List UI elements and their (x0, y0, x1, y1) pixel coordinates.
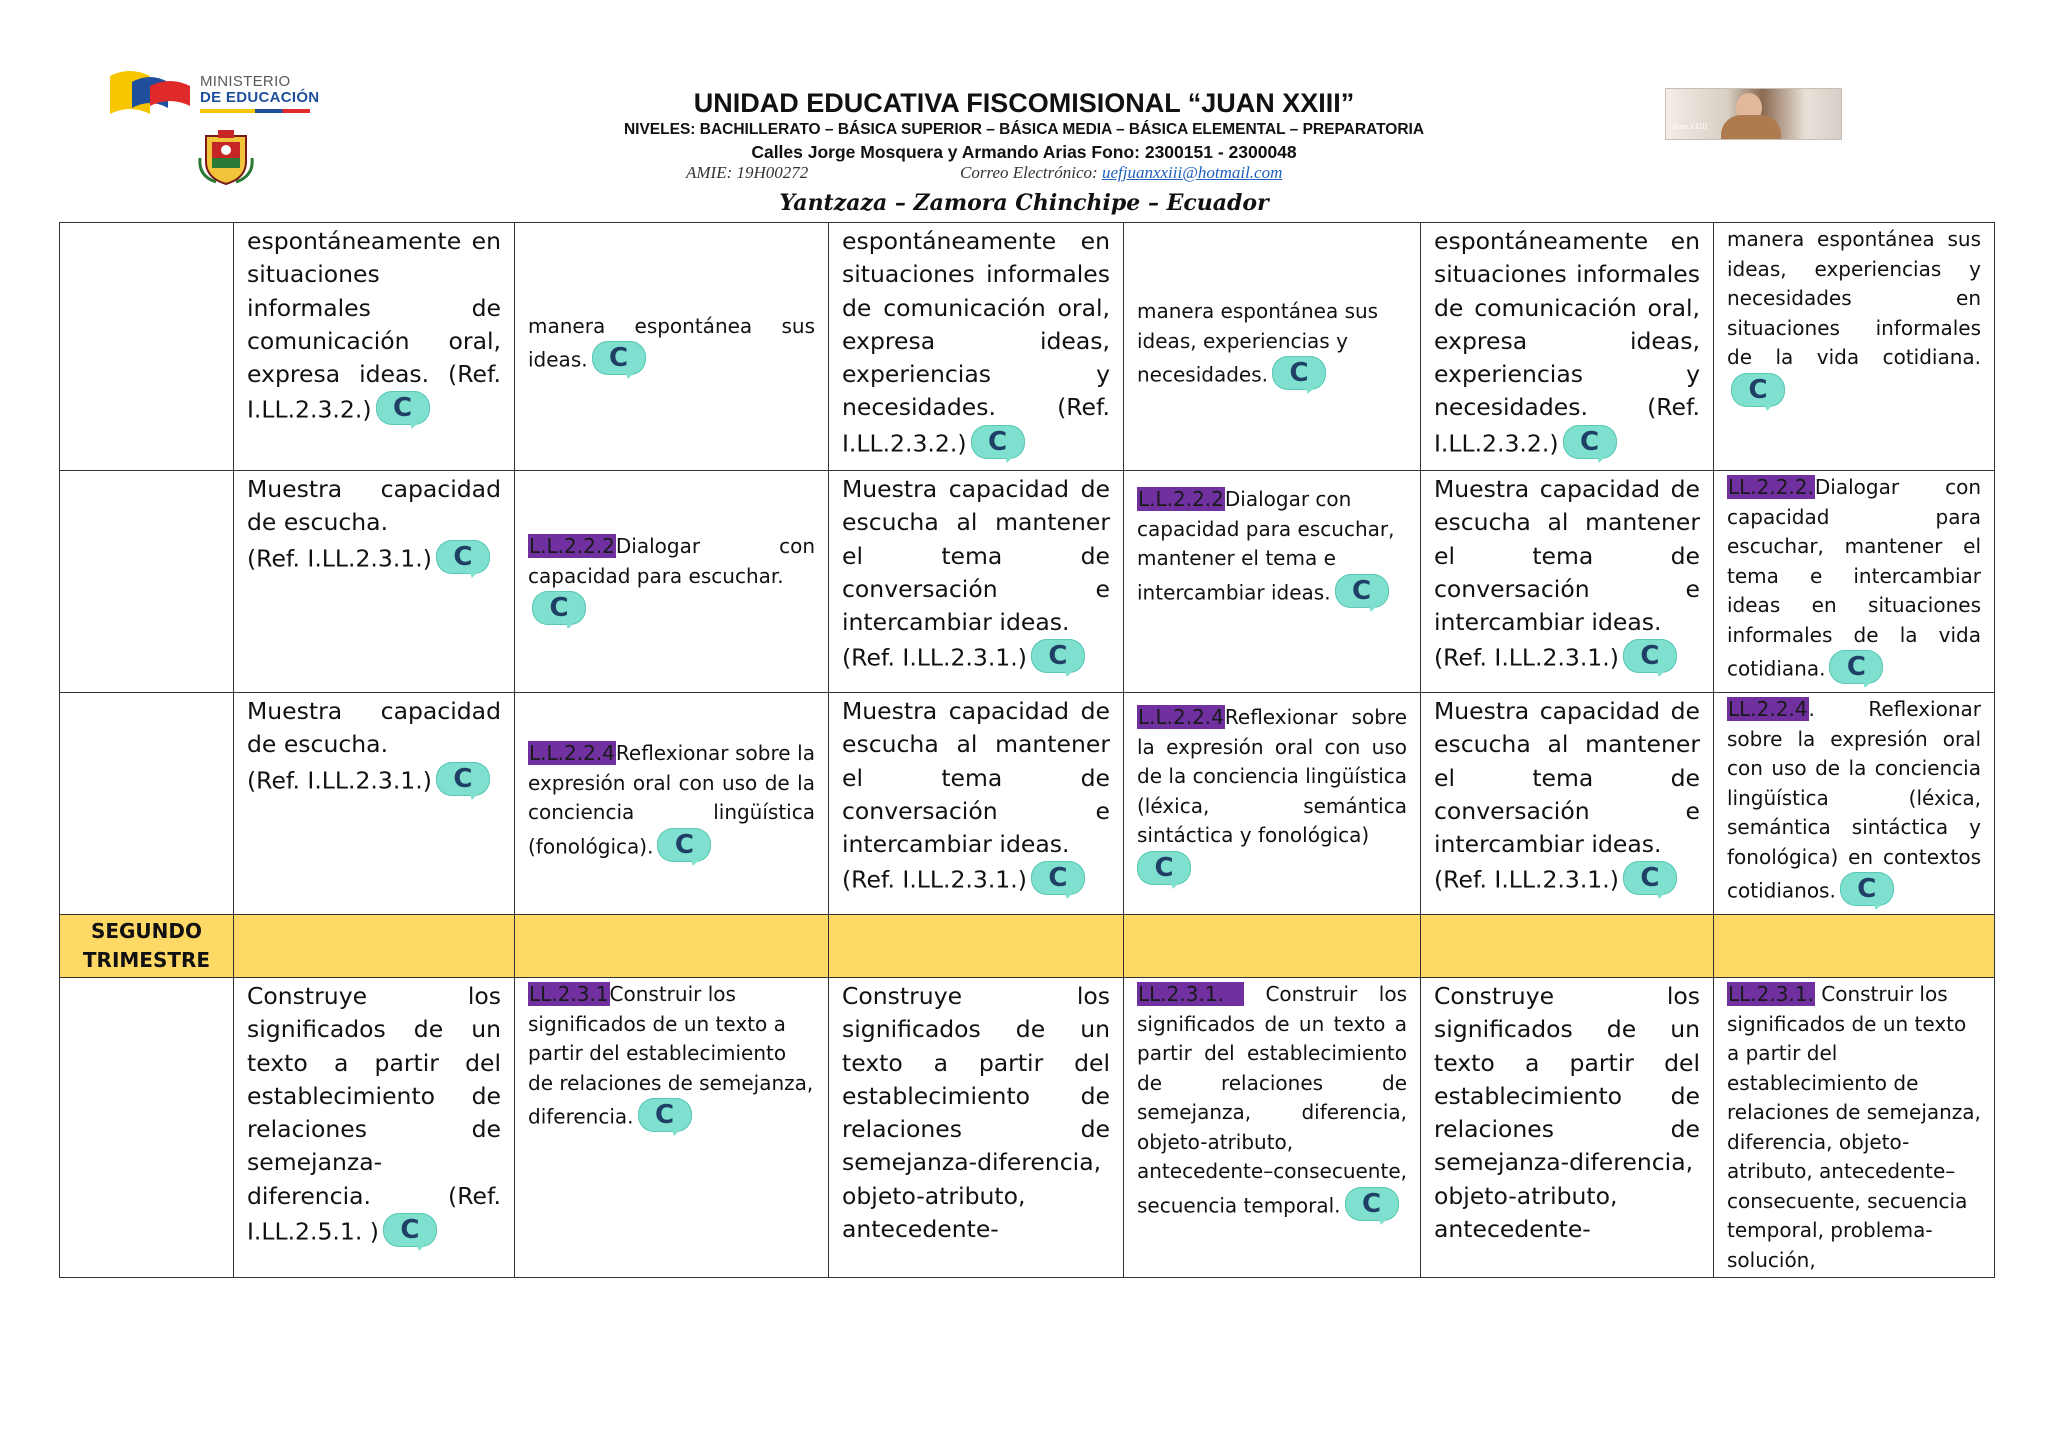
email-link[interactable]: uefjuanxxiii@hotmail.com (1101, 163, 1283, 182)
c-speech-bubble-icon: C (383, 1213, 437, 1253)
cell-text: Muestra capacidad de escucha al mantener el tema de conversación e intercambiar ideas. (1434, 697, 1700, 859)
table-cell (1124, 471, 1421, 693)
table-cell (829, 223, 1124, 471)
cell-text: Dialogar con capacidad para escuchar. (528, 534, 815, 588)
table-cell (60, 693, 234, 915)
table-row (60, 693, 1995, 915)
reference-text: (Ref. I.LL.2.3.1.) (247, 544, 432, 573)
c-speech-bubble-icon: C (1272, 356, 1326, 396)
table-cell (60, 978, 234, 1278)
table-cell (60, 471, 234, 693)
c-speech-bubble-icon: C (1623, 861, 1677, 901)
c-speech-bubble-icon: C (436, 762, 490, 802)
table-row (60, 471, 1995, 693)
c-speech-bubble-icon: C (1731, 373, 1785, 413)
table-cell (60, 223, 234, 471)
table-cell (234, 978, 515, 1278)
table-row (60, 978, 1995, 1278)
table-cell (234, 223, 515, 471)
cell-text: Muestra capacidad de escucha. (247, 697, 501, 759)
table-cell (1421, 978, 1714, 1278)
reference-text: (Ref. I.LL.2.3.1.) (842, 865, 1027, 894)
table-cell (515, 471, 829, 693)
ministry-name: MINISTERIO DE EDUCACIÓN (200, 74, 319, 113)
reference-text: (Ref. I.LL.2.3.1.) (842, 643, 1027, 672)
skill-code-badge: L.L.2.2.4 (529, 741, 615, 766)
cell-text: Construir los significados de un texto a partir del establecimiento de relaciones de semejanza, diferencia, objeto-atributo, antecedente–consecuente, secuencia temporal, problema-solución, (1727, 982, 1981, 1272)
c-speech-bubble-icon: C (971, 425, 1025, 465)
school-levels: NIVELES: BACHILLERATO – BÁSICA SUPERIOR – BÁSICA MEDIA – BÁSICA ELEMENTAL – PREPARATORIA (623, 121, 1425, 138)
section-title: SEGUNDO TRIMESTRE (60, 915, 234, 978)
table-cell (1714, 915, 1995, 978)
table-cell (515, 693, 829, 915)
skill-code-badge: LL.2.2.2. (1728, 475, 1814, 499)
cell-text: Construir los significados de un texto a partir del establecimiento de relaciones de semejanza, diferencia. (528, 982, 814, 1129)
table-cell (1714, 471, 1995, 693)
table-cell (515, 978, 829, 1278)
cell-text: Construir los significados de un texto a partir del establecimiento de relaciones de semejanza, diferencia, objeto-atributo, antecedente–consecuente, secuencia temporal. (1137, 982, 1408, 1217)
pope-portrait-image: Juan XXIII (1665, 88, 1842, 140)
cell-text: Muestra capacidad de escucha al mantener el tema de conversación e intercambiar ideas. (842, 697, 1110, 859)
table-cell (829, 471, 1124, 693)
c-speech-bubble-icon: C (1345, 1187, 1399, 1227)
table-cell (234, 915, 515, 978)
c-speech-bubble-icon: C (1840, 872, 1894, 912)
cell-text: Muestra capacidad de escucha. (247, 475, 501, 537)
cell-text: espontáneamente en situaciones informales de comunicación oral, expresa ideas, experiencias y necesidades. (Ref. I.LL.2.3.2.) (842, 227, 1110, 458)
section-row (60, 915, 1995, 978)
c-speech-bubble-icon: C (1563, 425, 1617, 465)
school-address: Calles Jorge Mosquera y Armando Arias Fono: 2300151 - 2300048 (751, 142, 1297, 162)
table-cell (1421, 223, 1714, 471)
table-cell (1421, 471, 1714, 693)
table-cell (234, 693, 515, 915)
school-title: UNIDAD EDUCATIVA FISCOMISIONAL “JUAN XXIII” (693, 88, 1355, 118)
table-cell (515, 915, 829, 978)
c-speech-bubble-icon: C (1137, 851, 1191, 891)
skill-code-badge: L.L.2.2.2 (529, 534, 615, 558)
cell-text: Construye los significados de un texto a partir del establecimiento de relaciones de semejanza-diferencia, objeto-atributo, antecedente- (842, 982, 1110, 1244)
table-cell (1124, 693, 1421, 915)
cell-text: . Reflexionar sobre la expresión oral con uso de la conciencia lingüística (léxica, semántica sintáctica y fonológica) en contextos cotidianos. (1727, 697, 1981, 903)
curriculum-table (59, 222, 1995, 1278)
cell-text: espontáneamente en situaciones informales de comunicación oral, expresa ideas, experiencias y necesidades. (Ref. I.LL.2.3.2.) (1434, 227, 1700, 458)
skill-code-badge: LL.2.2.4 (1728, 697, 1808, 721)
c-speech-bubble-icon: C (436, 540, 490, 580)
c-speech-bubble-icon: C (1335, 574, 1389, 614)
amie-code: AMIE: 19H00272 (686, 163, 809, 182)
table-cell (1421, 915, 1714, 978)
cell-text: manera espontánea sus ideas. (528, 313, 815, 372)
skill-code-badge: LL.2.3.1 (529, 982, 609, 1006)
table-cell (1421, 693, 1714, 915)
cell-text: Dialogar con capacidad para escuchar, mantener el tema e intercambiar ideas en situaciones informales de la vida cotidiana. (1727, 475, 1981, 681)
cell-text: espontáneamente en situaciones informales de comunicación oral, expresa ideas. (Ref. I.LL.2.3.2.) (247, 227, 501, 424)
c-speech-bubble-icon: C (1031, 639, 1085, 679)
c-speech-bubble-icon: C (532, 591, 586, 631)
cell-text: Reflexionar sobre la expresión oral con uso de la conciencia lingüística (fonológica). (528, 741, 815, 859)
table-cell (1714, 693, 1995, 915)
c-speech-bubble-icon: C (592, 341, 646, 381)
skill-code-badge: LL.2.3.1. (1728, 982, 1814, 1006)
c-speech-bubble-icon: C (376, 391, 430, 431)
cell-text: Construye los significados de un texto a partir del establecimiento de relaciones de semejanza-diferencia. (Ref. I.LL.2.5.1. ) (247, 982, 501, 1246)
table-cell (829, 693, 1124, 915)
c-speech-bubble-icon: C (657, 828, 711, 868)
cell-text: manera espontánea sus ideas, experiencias y necesidades en situaciones informales de la vida cotidiana. (1727, 227, 1981, 369)
table-cell (1124, 223, 1421, 471)
skill-code-badge: LL.2.3.1. (1137, 982, 1244, 1006)
cell-text: Dialogar con capacidad para escuchar, mantener el tema e intercambiar ideas. (1137, 487, 1395, 604)
table-cell (1124, 915, 1421, 978)
c-speech-bubble-icon: C (1829, 650, 1883, 690)
table-cell (1124, 978, 1421, 1278)
table-cell (829, 978, 1124, 1278)
document-header (0, 0, 2048, 222)
cell-text: manera espontánea sus ideas, experiencias y necesidades. (1137, 299, 1379, 387)
table-cell (515, 223, 829, 471)
reference-text: (Ref. I.LL.2.3.1.) (1434, 865, 1619, 894)
reference-text: (Ref. I.LL.2.3.1.) (1434, 643, 1619, 672)
table-cell (234, 471, 515, 693)
table-cell (1714, 978, 1995, 1278)
cell-text: Muestra capacidad de escucha al mantener el tema de conversación e intercambiar ideas. (842, 475, 1110, 637)
table-row (60, 223, 1995, 471)
skill-code-badge: L.L.2.2.4 (1138, 705, 1224, 729)
table-cell (829, 915, 1124, 978)
email-line: Correo Electrónico: uefjuanxxiii@hotmail.com (960, 163, 1283, 182)
table-cell (1714, 223, 1995, 471)
cell-text: Muestra capacidad de escucha al mantener el tema de conversación e intercambiar ideas. (1434, 475, 1700, 637)
reference-text: (Ref. I.LL.2.3.1.) (247, 766, 432, 795)
cell-text: Construye los significados de un texto a partir del establecimiento de relaciones de semejanza-diferencia, objeto-atributo, antecedente- (1434, 982, 1700, 1244)
skill-code-badge: L.L.2.2.2 (1138, 487, 1224, 511)
school-location: Yantzaza – Zamora Chinchipe – Ecuador (779, 190, 1269, 216)
c-speech-bubble-icon: C (1031, 861, 1085, 901)
c-speech-bubble-icon: C (1623, 639, 1677, 679)
cell-text: Reflexionar sobre la expresión oral con uso de la conciencia lingüística (léxica, semántica sintáctica y fonológica) (1137, 705, 1407, 847)
c-speech-bubble-icon: C (638, 1098, 692, 1138)
